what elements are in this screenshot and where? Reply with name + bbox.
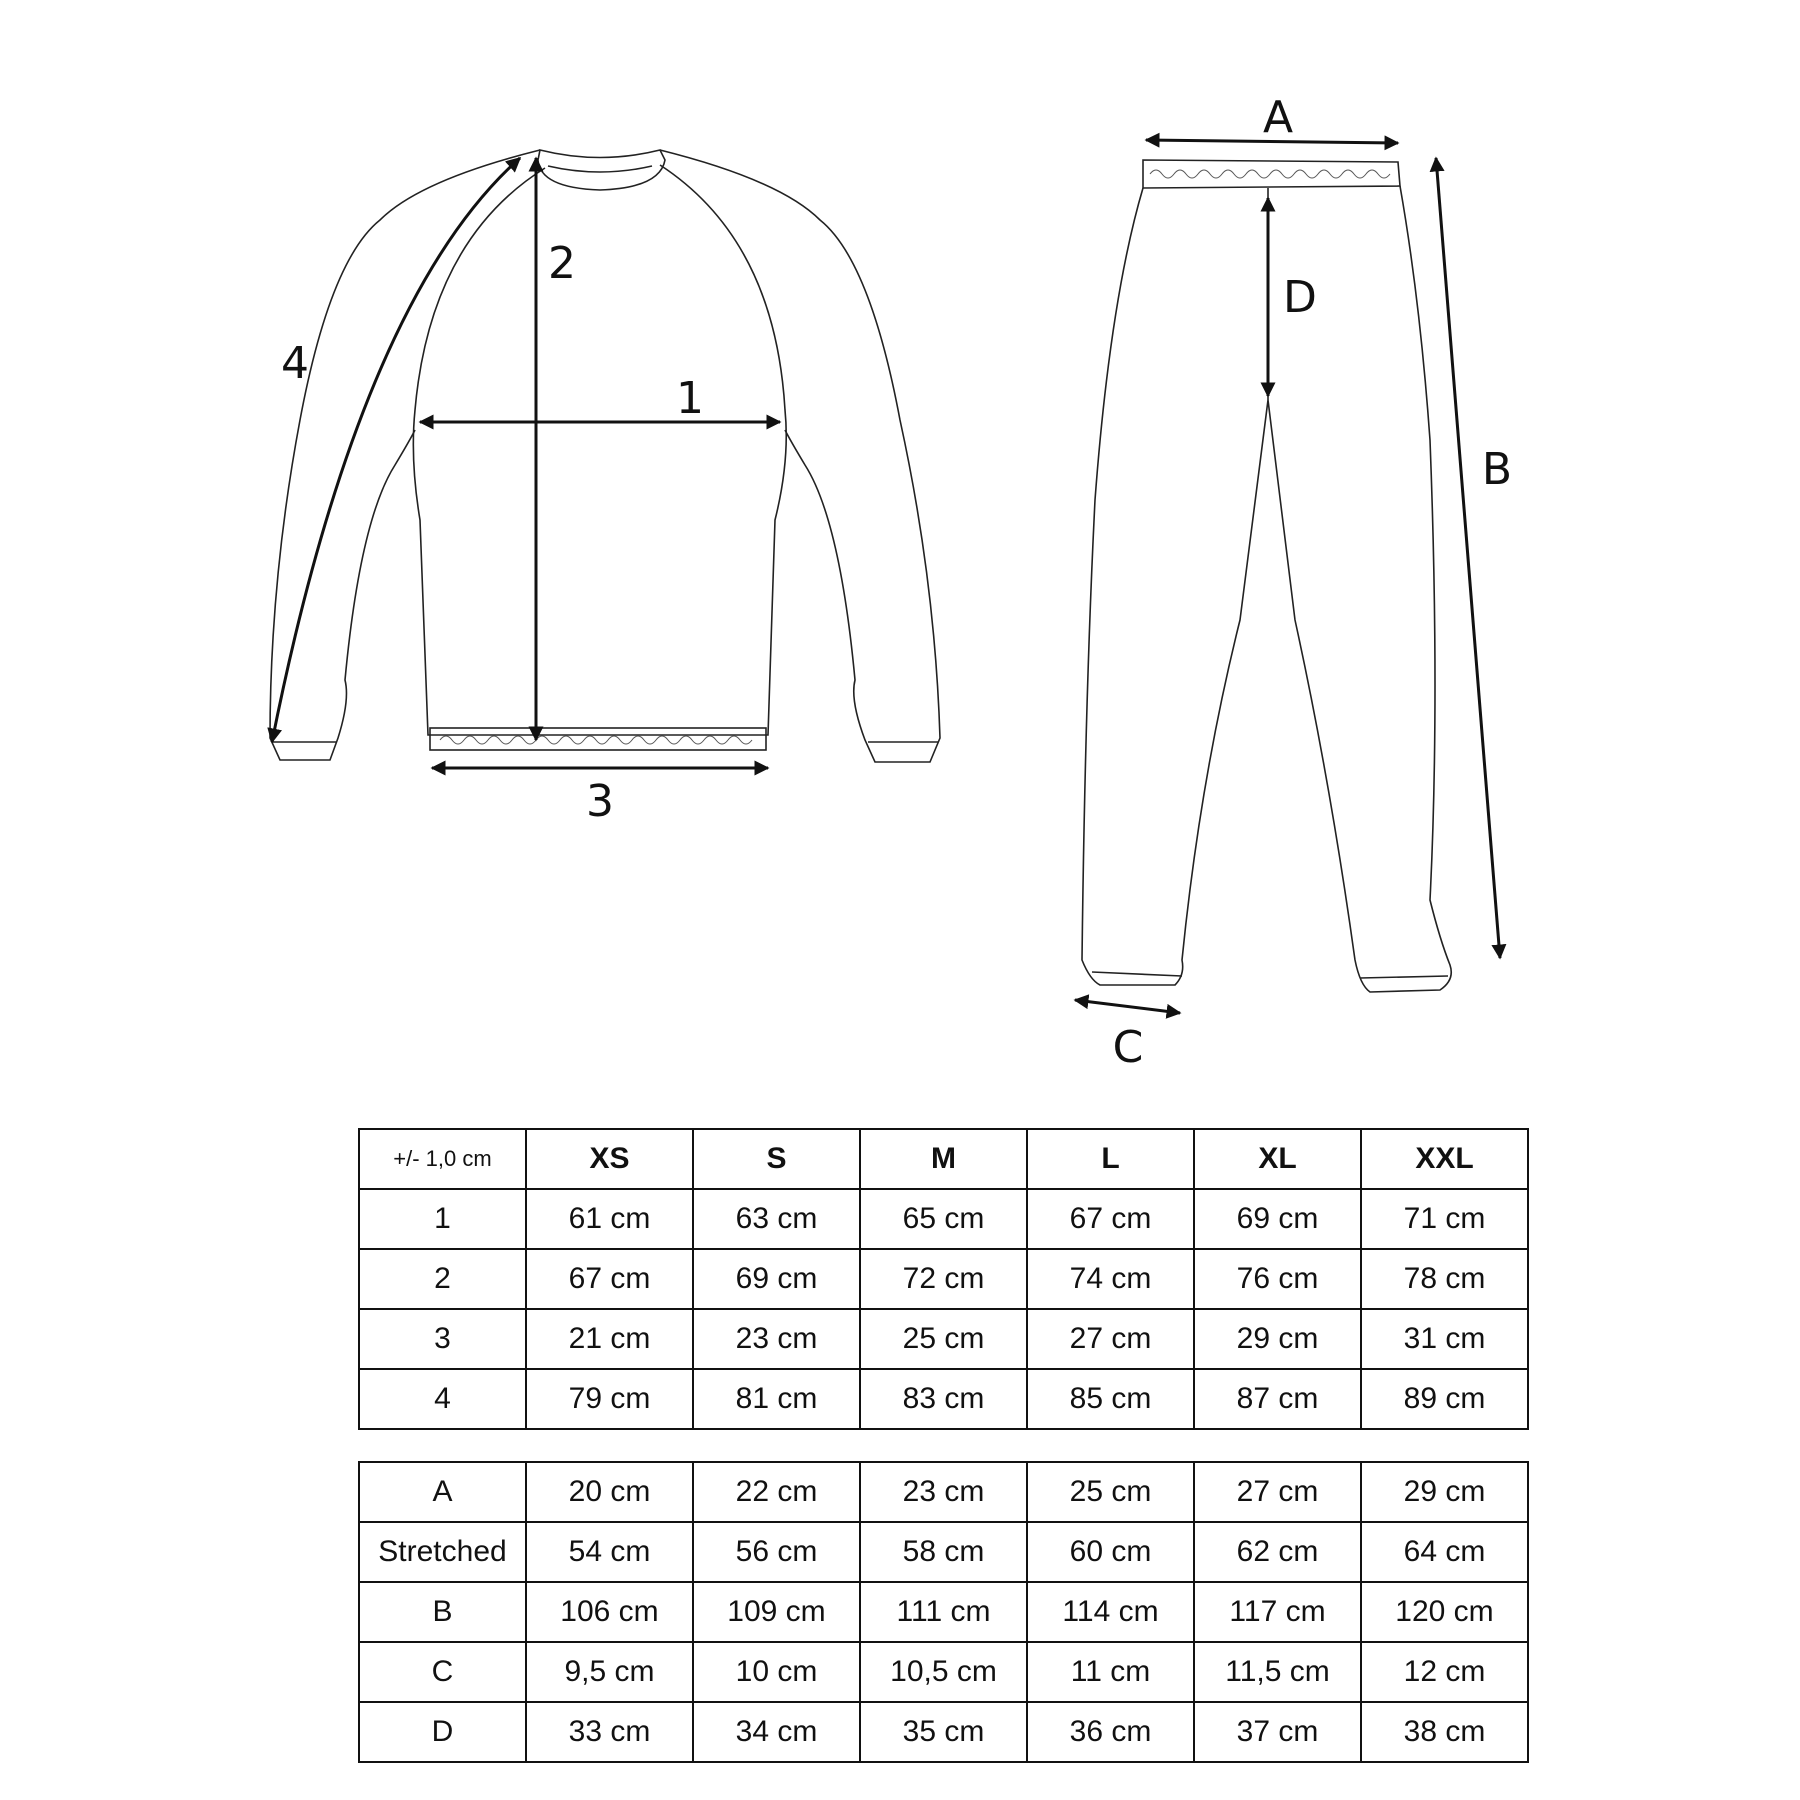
table-cell: 23 cm [693,1309,860,1369]
measure-c-cuff-arrow [1075,1000,1180,1013]
row-label: D [359,1702,526,1762]
row-label: 3 [359,1309,526,1369]
row-label: 2 [359,1249,526,1309]
table-row [359,1522,1528,1582]
table-cell: 27 cm [1194,1462,1361,1522]
table-row [359,1369,1528,1429]
row-label: Stretched [359,1522,526,1582]
table-cell: 65 cm [860,1189,1027,1249]
table-cell: 61 cm [526,1189,693,1249]
table-cell: 34 cm [693,1702,860,1762]
table-row [359,1582,1528,1642]
table-cell: 76 cm [1194,1249,1361,1309]
table-cell: 22 cm [693,1462,860,1522]
table-cell: 10 cm [693,1642,860,1702]
row-label: 1 [359,1189,526,1249]
table-cell: 33 cm [526,1702,693,1762]
measure-a-label: A [1262,92,1294,143]
sweatshirt-body [413,165,786,735]
table-cell: 36 cm [1027,1702,1194,1762]
table-cell: 67 cm [1027,1189,1194,1249]
table-cell: 114 cm [1027,1582,1194,1642]
table-cell: 79 cm [526,1369,693,1429]
row-label: A [359,1462,526,1522]
table-cell: 25 cm [1027,1462,1194,1522]
table-cell: 29 cm [1361,1462,1528,1522]
table-cell: 69 cm [693,1249,860,1309]
table-cell: 38 cm [1361,1702,1528,1762]
table-cell: 83 cm [860,1369,1027,1429]
table-cell: 117 cm [1194,1582,1361,1642]
table-cell: 89 cm [1361,1369,1528,1429]
measure-1-label: 1 [676,373,704,424]
row-label: C [359,1642,526,1702]
measure-c-label: C [1112,1022,1144,1073]
table-cell: 120 cm [1361,1582,1528,1642]
sweatshirt-size-table [358,1128,1529,1430]
size-header-xxl: XXL [1361,1129,1528,1189]
measure-4-label: 4 [281,338,309,389]
size-header-l: L [1027,1129,1194,1189]
row-label: B [359,1582,526,1642]
table-cell: 12 cm [1361,1642,1528,1702]
table-cell: 60 cm [1027,1522,1194,1582]
table-row [359,1642,1528,1702]
measure-3-label: 3 [586,776,614,827]
tolerance-cell: +/- 1,0 cm [359,1129,526,1189]
measure-b-label: B [1481,444,1513,495]
size-header-s: S [693,1129,860,1189]
table-cell: 62 cm [1194,1522,1361,1582]
table-cell: 81 cm [693,1369,860,1429]
table-cell: 58 cm [860,1522,1027,1582]
table-cell: 31 cm [1361,1309,1528,1369]
table-cell: 74 cm [1027,1249,1194,1309]
size-header-xl: XL [1194,1129,1361,1189]
pants-size-table [358,1461,1529,1763]
measure-4-sleeve-arrow [272,158,520,742]
table-row [359,1309,1528,1369]
table-cell: 10,5 cm [860,1642,1027,1702]
table-cell: 87 cm [1194,1369,1361,1429]
table-cell: 71 cm [1361,1189,1528,1249]
table-cell: 64 cm [1361,1522,1528,1582]
table-row [359,1189,1528,1249]
table-row [359,1249,1528,1309]
size-header-m: M [860,1129,1027,1189]
sweatshirt-right-sleeve [660,150,940,762]
table-cell: 106 cm [526,1582,693,1642]
table-cell: 111 cm [860,1582,1027,1642]
table-cell: 56 cm [693,1522,860,1582]
table-cell: 109 cm [693,1582,860,1642]
table-cell: 63 cm [693,1189,860,1249]
table-row [359,1462,1528,1522]
table-row [359,1702,1528,1762]
table-cell: 72 cm [860,1249,1027,1309]
row-label: 4 [359,1369,526,1429]
sweatshirt-left-sleeve [270,150,540,760]
table-header-row [359,1129,1528,1189]
table-cell: 9,5 cm [526,1642,693,1702]
measure-d-label: D [1283,272,1317,323]
pants-waistband [1143,160,1400,188]
table-cell: 54 cm [526,1522,693,1582]
table-cell: 21 cm [526,1309,693,1369]
table-cell: 25 cm [860,1309,1027,1369]
table-cell: 85 cm [1027,1369,1194,1429]
table-cell: 29 cm [1194,1309,1361,1369]
table-cell: 69 cm [1194,1189,1361,1249]
size-header-xs: XS [526,1129,693,1189]
table-cell: 20 cm [526,1462,693,1522]
measure-2-label: 2 [548,238,576,289]
table-cell: 78 cm [1361,1249,1528,1309]
table-cell: 37 cm [1194,1702,1361,1762]
table-cell: 11,5 cm [1194,1642,1361,1702]
table-cell: 23 cm [860,1462,1027,1522]
measure-b-length-arrow [1436,158,1500,958]
table-cell: 27 cm [1027,1309,1194,1369]
table-cell: 11 cm [1027,1642,1194,1702]
table-cell: 35 cm [860,1702,1027,1762]
sweatshirt-collar [538,150,665,190]
table-cell: 67 cm [526,1249,693,1309]
sweatshirt-drawing [270,150,940,762]
